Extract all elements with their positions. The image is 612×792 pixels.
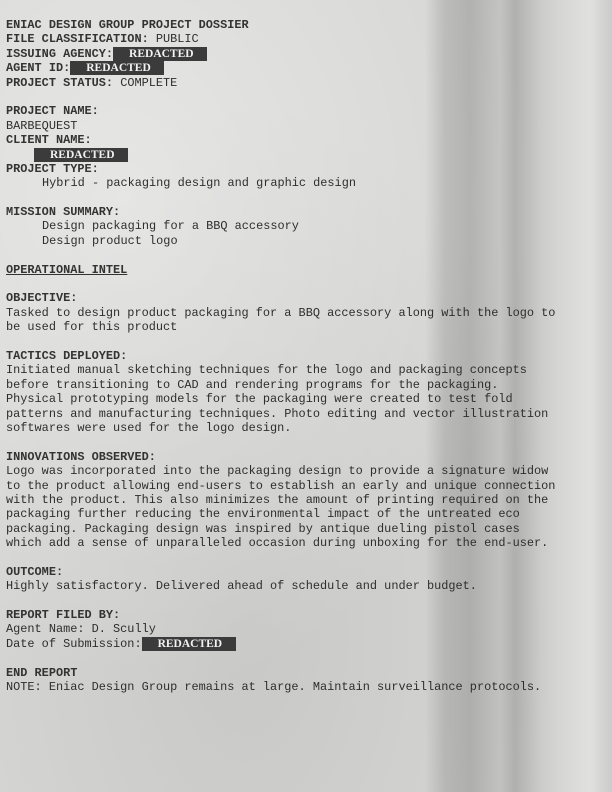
file-classification	[6, 32, 555, 46]
agent-name: Agent Name: D. Scully	[6, 622, 156, 637]
issuing-agency	[6, 47, 555, 61]
redacted-block: REDACTED	[142, 637, 236, 651]
project-type-label: PROJECT TYPE:	[6, 161, 99, 176]
tactics-line: before transitioning to CAD and rendering programs for the packaging.	[6, 377, 499, 392]
tactics-line: softwares were used for the logo design.	[6, 420, 292, 435]
objective-line: be used for this product	[6, 320, 178, 335]
date-of-submission	[6, 637, 555, 651]
redacted-block: REDACTED	[34, 148, 128, 162]
label: AGENT ID:	[6, 61, 71, 76]
outcome-text: Highly satisfactory. Delivered ahead of schedule and under budget.	[6, 579, 477, 594]
client-name-label: CLIENT NAME:	[6, 133, 92, 148]
label: ISSUING AGENCY:	[6, 46, 114, 61]
outcome-label: OUTCOME:	[6, 564, 64, 579]
agent-id	[6, 61, 555, 75]
mission-item: Design product logo	[42, 233, 178, 248]
innovations-line: which add a sense of unparalleled occasion during unboxing for the end-user.	[6, 536, 549, 551]
dossier-document	[6, 18, 555, 694]
innovations-line: Logo was incorporated into the packaging design to provide a signature widow	[6, 464, 549, 479]
tactics-line: patterns and manufacturing techniques. Photo editing and vector illustration	[6, 406, 549, 421]
tactics-line: Initiated manual sketching techniques for the logo and packaging concepts	[6, 363, 527, 378]
note: NOTE: Eniac Design Group remains at large. Maintain surveillance protocols.	[6, 679, 542, 694]
project-name-value: BARBEQUEST	[6, 118, 78, 133]
project-name-label: PROJECT NAME:	[6, 104, 99, 119]
mission-summary-label: MISSION SUMMARY:	[6, 205, 121, 220]
innovations-line: to the product allowing end-users to establish an early and unique connection	[6, 478, 556, 493]
redacted-block: REDACTED	[70, 61, 164, 75]
label: FILE CLASSIFICATION:	[6, 32, 149, 47]
label: Date of Submission:	[6, 636, 142, 651]
operational-intel-heading: OPERATIONAL INTEL	[6, 262, 128, 277]
innovations-line: packaging. Packaging design was inspired by antique dueling pistol cases	[6, 521, 520, 536]
end-report: END REPORT	[6, 665, 78, 680]
tactics-label: TACTICS DEPLOYED:	[6, 348, 128, 363]
objective-label: OBJECTIVE:	[6, 291, 78, 306]
project-status	[6, 76, 555, 90]
redacted-block: REDACTED	[113, 47, 207, 61]
mission-item: Design packaging for a BBQ accessory	[42, 219, 299, 234]
document-title: ENIAC DESIGN GROUP PROJECT DOSSIER	[6, 18, 249, 32]
client-name-value	[6, 148, 555, 162]
innovations-line: with the product. This also minimizes the amount of printing required on the	[6, 492, 549, 507]
value: COMPLETE	[120, 75, 178, 90]
label: PROJECT STATUS:	[6, 75, 114, 90]
tactics-line: Physical prototyping models for the packaging were created to test fold	[6, 392, 513, 407]
value: PUBLIC	[155, 32, 199, 47]
innovations-line: packaging further reducing the environmental impact of the untreated eco	[6, 507, 520, 522]
project-type-value: Hybrid - packaging design and graphic design	[42, 176, 356, 191]
objective-line: Tasked to design product packaging for a BBQ accessory along with the logo to	[6, 305, 556, 320]
report-filed-label: REPORT FILED BY:	[6, 608, 121, 623]
innovations-label: INNOVATIONS OBSERVED:	[6, 449, 156, 464]
